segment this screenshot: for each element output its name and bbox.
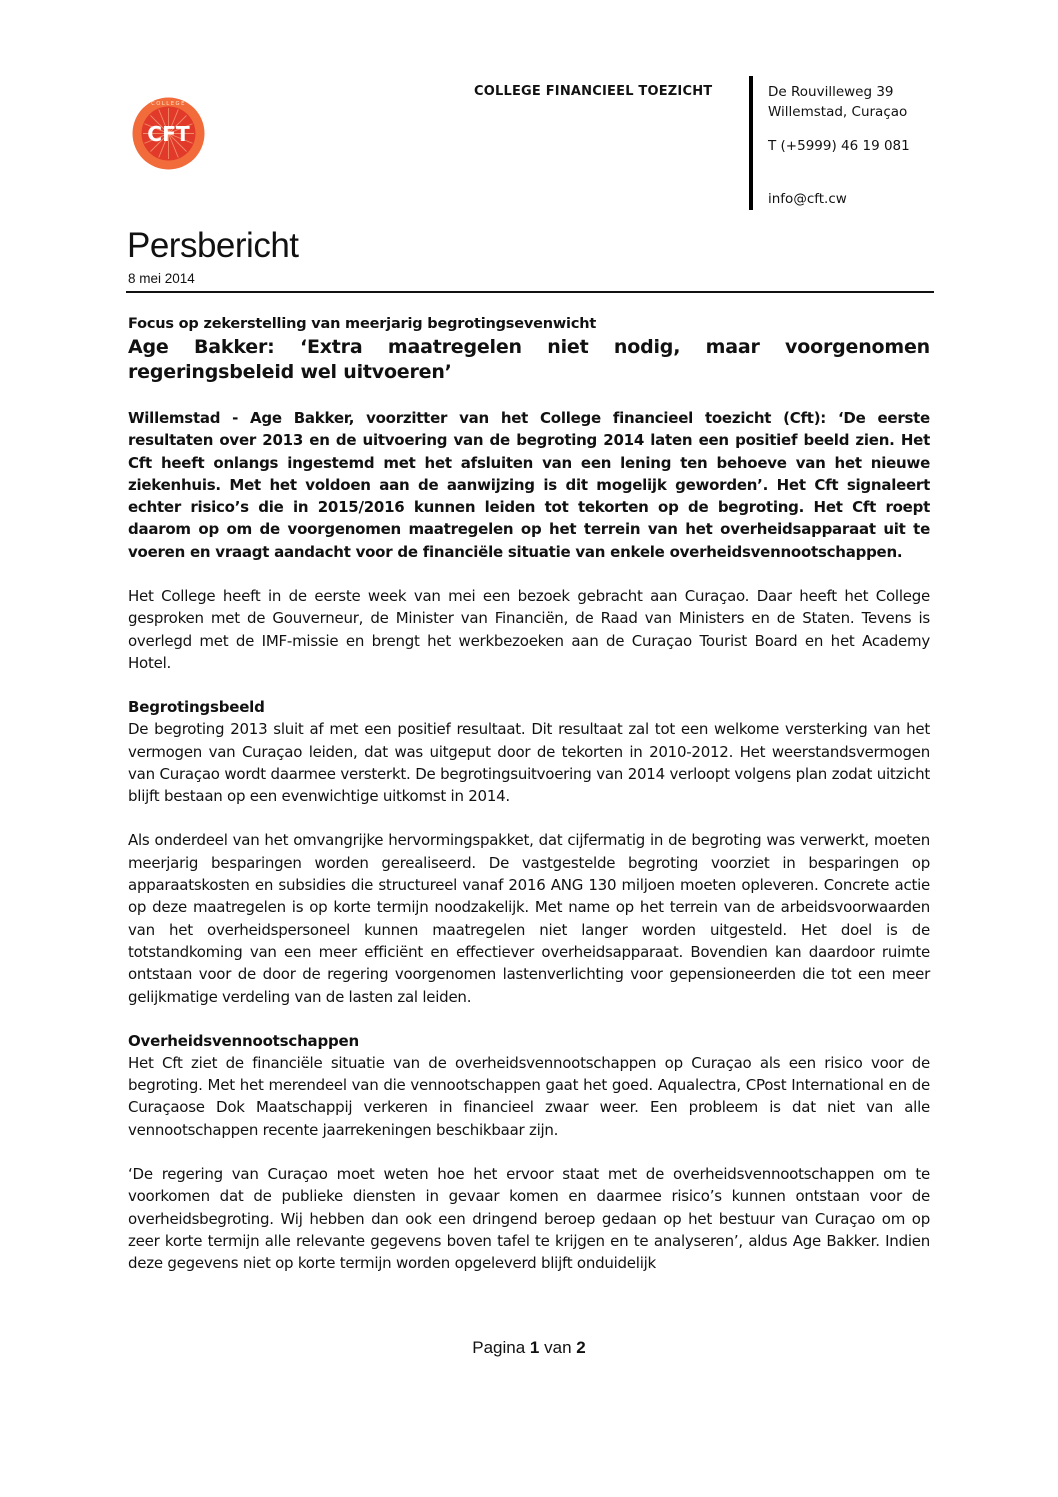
article-subtitle: Focus op zekerstelling van meerjarig begrotingsevenwicht [128, 316, 597, 332]
total-pages: 2 [576, 1338, 586, 1357]
email-address[interactable]: info@cft.cw [768, 191, 847, 207]
address-city: Willemstad, Curaçao [768, 104, 908, 120]
current-page: 1 [529, 1338, 540, 1357]
section-heading-overheidsvennootschappen: Overheidsvennootschappen [128, 1031, 359, 1050]
svg-text:COLLEGE: COLLEGE [151, 101, 186, 107]
phone-number: T (+5999) 46 19 081 [768, 138, 910, 154]
paragraph: De begroting 2013 sluit af met een positief resultaat. Dit resultaat zal tot een welkome versterking van het vermogen van Curaçao leiden, dat was uitgeput door de tekorten in 2010-2012. Het weerstandsvermogen van Curaçao wordt daarmee versterkt. De begrotingsuitvoering van 2014 verloopt volgens plan zodat uitzicht blijft bestaan op een evenwichtige uitkomst in 2014. [128, 720, 930, 806]
page-number [0, 1338, 1058, 1358]
svg-text:CFT: CFT [147, 122, 190, 146]
page-label: Pagina [472, 1338, 526, 1357]
page-title: Persbericht [127, 226, 299, 265]
article-body [128, 313, 930, 1275]
paragraph: Het College heeft in de eerste week van mei een bezoek gebracht aan Curaçao. Daar heeft het College gesproken met de Gouverneur, de Minister van Financiën, de Raad van Ministers en de Staten. Tevens is overlegd met de IMF-missie en brengt het werkbezoeken aan de Curaçao Tourist Board en het Academy Hotel. [128, 587, 930, 672]
article-headline: Age Bakker: ‘Extra maatregelen niet nodig, maar voorgenomen regeringsbeleid wel uitvoeren’ [128, 336, 930, 383]
cft-logo-icon [131, 96, 206, 171]
section-heading-begrotingsbeeld: Begrotingsbeeld [128, 698, 265, 717]
lead-paragraph: Willemstad - Age Bakker, voorzitter van het College financieel toezicht (Cft): ‘De eerste resultaten over 2013 en de uitvoering van de begroting 2014 laten een positief beeld zien. Het Cft heeft onlangs ingestemd met het afsluiten van een lening ten behoeve van het nieuwe ziekenhuis. Met het voldoen aan de aanwijzing is dit mogelijk geworden’. Het Cft signaleert echter risico’s die in 2015/2016 kunnen leiden tot tekorten op de begroting. Het Cft roept daarom op om de voorgenomen maatregelen op het terrein van het overheidsapparaat uit te voeren en vraagt aandacht voor de financiële situatie van enkele overheidsvennootschappen. [128, 409, 930, 561]
title-divider [126, 291, 934, 293]
publication-date: 8 mei 2014 [128, 271, 195, 286]
paragraph: Het Cft ziet de financiële situatie van de overheidsvennootschappen op Curaçao als een risico voor de begroting. Met het merendeel van die vennootschappen gaat het goed. Aqualectra, CPost International en de Curaçaose Dok Maatschappij verkeren in financieel zwaar weer. Een probleem is dat niet van alle vennootschappen recente jaarrekeningen beschikbaar zijn. [128, 1053, 930, 1139]
paragraph: ‘De regering van Curaçao moet weten hoe het ervoor staat met de overheidsvennootschappen om te voorkomen dat de publieke diensten in gevaar komen en daarmee risico’s kunnen ontstaan voor de overheidsbegroting. Wij hebben dan ook een dringend beroep gedaan op het bestuur van Curaçao om op zeer korte termijn alle relevante gegevens boven tafel te krijgen en te analyseren’, aldus Age Bakker. Indien deze gegevens niet op korte termijn worden opgeleverd blijft onduidelijk [128, 1165, 930, 1273]
organization-name: COLLEGE FINANCIEEL TOEZICHT [474, 84, 713, 99]
address-street: De Rouvilleweg 39 [768, 84, 894, 100]
page-separator: van [544, 1338, 572, 1357]
header-divider [749, 76, 753, 210]
paragraph: Als onderdeel van het omvangrijke hervormingspakket, dat cijfermatig in de begroting was verwerkt, moeten meerjarig besparingen worden gerealiseerd. De vastgestelde begroting voorziet in besparingen op apparaatskosten en subsidies die structureel vanaf 2016 ANG 130 miljoen moeten opleveren. Concrete actie op deze maatregelen is op korte termijn noodzakelijk. Met name op het terrein van de arbeidsvoorwaarden van het overheidspersoneel kunnen maatregelen niet langer worden uitgesteld. Het doel is de totstandkoming van een meer efficiënt en effectiever overheidsapparaat. Bovendien kan daardoor ruimte ontstaan voor de door de regering voorgenomen lastenverlichting voor gepensioneerden die tot een meer gelijkmatige verdeling van de lasten zal leiden. [128, 831, 930, 1006]
